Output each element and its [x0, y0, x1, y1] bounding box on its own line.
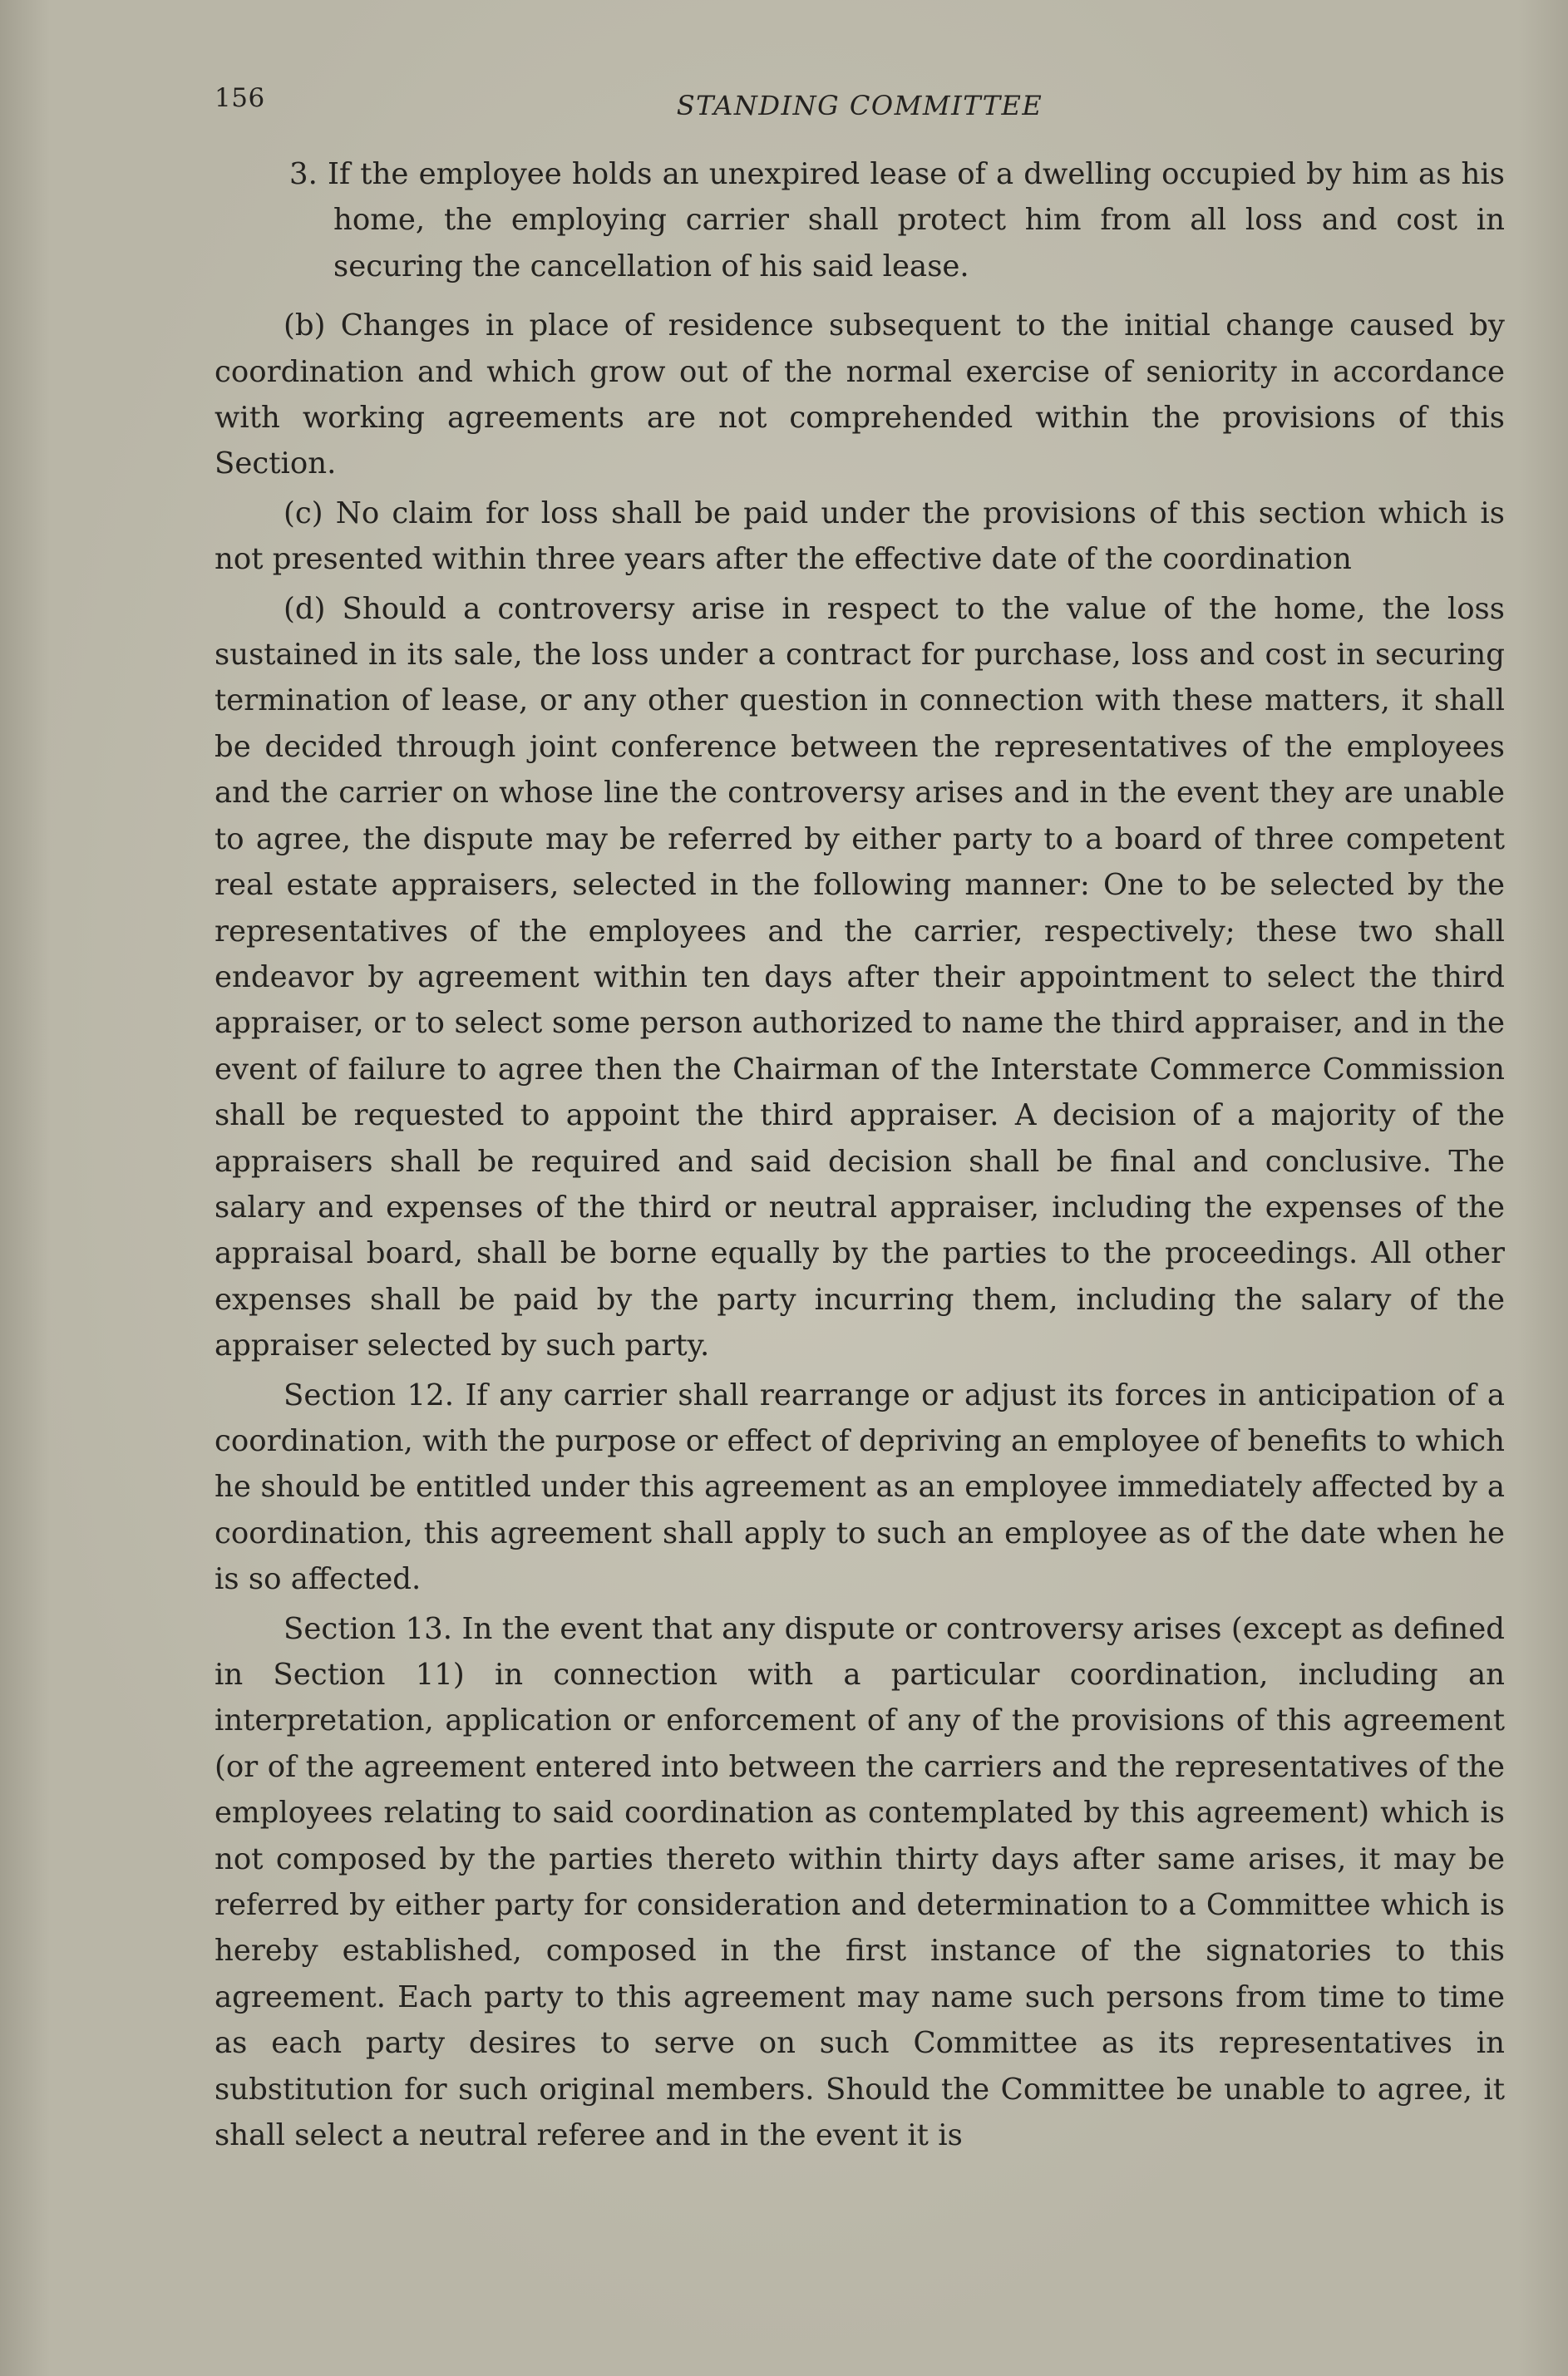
paragraph-d-controversy: (d) Should a controversy arise in respect to the value of the home, the loss sustained in its sale, the loss under a contract for purchase, loss and cost in securing termination of lease, or any other question in connection with these matters, it shall be decided through joint conference between the representatives of the employees and the carrier on whose line the controversy arises and in the event they are unable to agree, the dispute may be referred by either party to a board of three competent real estate appraisers, selected in the following manner: One to be selected by the representatives of the employees and the carrier, respectively; these two shall endeavor by agreement within ten days after their appointment to select the third appraiser, or to select some person authorized to name the third appraiser, and in the event of failure to agree then the Chairman of the Interstate Commerce Commission shall be requested to appoint the third appraiser. A decision of a majority of the appraisers shall be required and said decision shall be final and conclusive. The salary and expenses of the third or neutral appraiser, including the expenses of the appraisal board, shall be borne equally by the parties to the proceedings. All other expenses shall be paid by the party incurring them, including the salary of the appraiser selected by such party.: [214, 591, 1505, 1363]
page-header: [214, 83, 1505, 133]
paragraph-b-residence-changes: (b) Changes in place of residence subsequent to the initial change caused by coordination and which grow out of the normal exercise of seniority in accordance with working agreements are not comprehended within the provisions of this Section.: [214, 308, 1505, 481]
page-number: 156: [214, 83, 265, 113]
body-text: [214, 151, 1505, 2162]
paragraph-section-12: Section 12. If any carrier shall rearrange or adjust its forces in anticipation of a coordination, with the purpose or effect of depriving an employee of benefits to which he should be entitled under this agreement as an employee immediately affected by a coordination, this agreement shall apply to such an employee as of the date when he is so affected.: [214, 1378, 1505, 1597]
paragraph-c-claim-limit: (c) No claim for loss shall be paid under the provisions of this section which is not presented within three years after the effective date of the coordination: [214, 495, 1505, 577]
paragraph-section-13: Section 13. In the event that any dispute or controversy arises (except as defined in Section 11) in connection with a particular coordination, including an interpretation, application or enforcement of any of the provisions of this agreement (or of the agreement entered into between the carriers and the representatives of the employees relating to said coordination as contemplated by this agreement) which is not composed by the parties thereto within thirty days after same arises, it may be referred by either party for consideration and determination to a Committee which is hereby established, composed in the first instance of the signatories to this agreement. Each party to this agreement may name such persons from time to time as each party desires to serve on such Committee as its representatives in substitution for such original members. Should the Committee be unable to agree, it shall select a neutral referee and in the event it is: [214, 1611, 1505, 2153]
running-title: STANDING COMMITTEE: [676, 90, 1043, 121]
paragraph-item-3-lease: 3. If the employee holds an unexpired lease of a dwelling occupied by him as his home, the employing carrier shall protect him from all loss and cost in securing the cancellation of his said lease.: [289, 157, 1505, 283]
